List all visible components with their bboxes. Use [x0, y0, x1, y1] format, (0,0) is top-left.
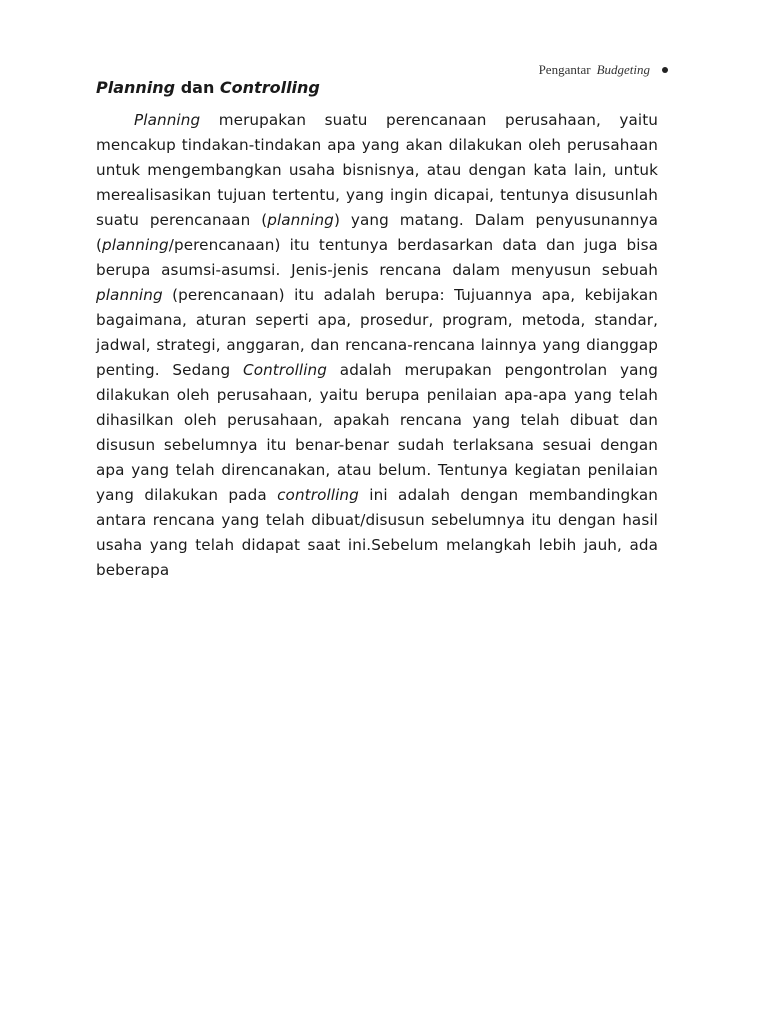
body-paragraph	[96, 108, 658, 583]
paragraph-seg-1: Planning	[134, 111, 201, 129]
bullet-icon	[662, 67, 668, 73]
paragraph-seg-5: planning	[102, 236, 169, 254]
section-title-controlling: Controlling	[219, 78, 320, 97]
paragraph-seg-11: controlling	[277, 486, 359, 504]
paragraph-seg-8: (perencanaan) itu adalah berupa: Tujuannya apa, kebijakan bagaimana, aturan seperti apa, prosedur, program, metoda, standar, jadwal, strategi, anggaran, dan rencana-rencana lainnya yang dianggap penting. Sedang	[96, 286, 658, 379]
section-title-planning: Planning	[96, 78, 176, 97]
paragraph-seg-6: /perencanaan) itu tentunya berdasarkan data dan juga bisa berupa asumsi-asumsi. Jenis-jenis rencana dalam menyusun sebuah	[96, 236, 658, 279]
paragraph-seg-10: adalah merupakan pengontrolan yang dilakukan oleh perusahaan, yaitu berupa penilaian apa-apa yang telah dihasilkan oleh perusahaan, apakah rencana yang telah dibuat dan disusun sebelumnya itu benar-benar sudah terlaksana sesuai dengan apa yang telah direncanakan, atau belum. Tentunya kegiatan penilaian yang dilakukan pada	[96, 361, 658, 504]
running-header-plain: Pengantar	[538, 62, 591, 77]
paragraph-seg-2: merupakan suatu perencanaan perusahaan, yaitu mencakup tindakan-tindakan apa yang akan dilakukan oleh perusahaan untuk mengembangkan usaha bisnisnya, atau dengan kata lain, untuk merealisasikan tujuan tertentu, yang ingin dicapai, tentunya disusunlah suatu perencanaan (	[96, 111, 658, 229]
paragraph-seg-7: planning	[96, 286, 163, 304]
paragraph-seg-4: ) yang matang. Dalam penyusunannya (	[96, 211, 658, 254]
section-title-dan: dan	[180, 78, 215, 97]
paragraph-seg-12: ini adalah dengan membandingkan antara rencana yang telah dibuat/disusun sebelumnya itu dengan hasil usaha yang telah didapat saat ini.Sebelum melangkah lebih jauh, ada beberapa	[96, 486, 658, 579]
running-header-italic: Budgeting	[596, 62, 650, 77]
section-title	[96, 78, 320, 97]
running-header	[539, 62, 668, 78]
paragraph-seg-3: planning	[267, 211, 334, 229]
paragraph-seg-9: Controlling	[242, 361, 328, 379]
